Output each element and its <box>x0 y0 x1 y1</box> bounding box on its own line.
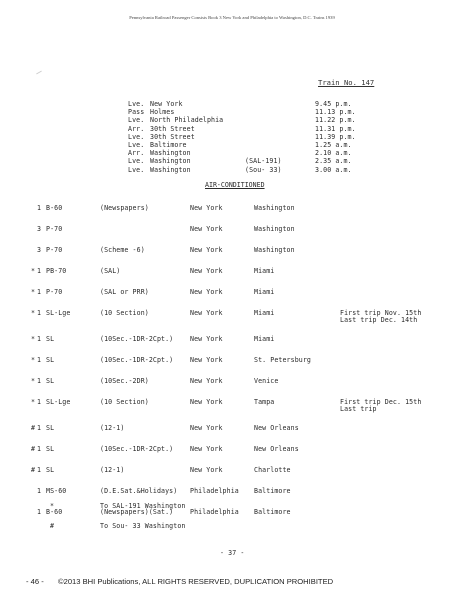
car-mark: # <box>31 424 36 432</box>
schedule-action: Lve. <box>128 165 145 174</box>
car-qty: 1 <box>37 377 42 385</box>
car-description: (10Sec.-1DR-2Cpt.) <box>100 335 174 343</box>
car-mark: * <box>31 377 36 385</box>
schedule-time: 11.39 p.m. <box>315 132 356 141</box>
car-description: (10Sec.-1DR-2Cpt.) <box>100 356 174 364</box>
schedule-station: 30th Street <box>150 124 195 133</box>
consist-row <box>0 335 464 356</box>
schedule-note: (SAL-191) <box>245 157 282 166</box>
car-type: SL <box>46 466 55 474</box>
consist-row <box>0 445 464 466</box>
running-header: Pennsylvania Railroad Passenger Consists Book 3 New York and Philadelphia to Washington, D.C. Trains 1939 <box>129 15 335 20</box>
car-qty: 1 <box>37 335 42 343</box>
copyright-notice: ©2013 BHI Publications, ALL RIGHTS RESERVED, DUPLICATION PROHIBITED <box>58 577 334 586</box>
car-from: Philadelphia <box>190 487 239 495</box>
car-qty: 1 <box>37 398 42 406</box>
car-from: New York <box>190 309 223 317</box>
car-from: New York <box>190 445 223 453</box>
train-number-title: Train No. 147 <box>318 78 375 87</box>
schedule-station: Baltimore <box>150 140 187 149</box>
car-description: (Scheme -6) <box>100 246 145 254</box>
car-to: Miami <box>254 309 275 317</box>
page-number: - 37 - <box>220 549 245 557</box>
car-remark: First trip Nov. 15th <box>340 309 422 317</box>
schedule-note: (Sou- 33) <box>245 165 282 174</box>
schedule-row <box>0 108 464 116</box>
scan-mark <box>36 71 42 75</box>
car-from: New York <box>190 225 223 233</box>
schedule-time: 3.00 a.m. <box>315 165 352 174</box>
car-mark: * <box>31 288 36 296</box>
car-from: New York <box>190 335 223 343</box>
schedule-station: Washington <box>150 149 191 158</box>
schedule-time: 11.22 p.m. <box>315 116 356 125</box>
footnote <box>0 522 464 542</box>
car-to: New Orleans <box>254 445 299 453</box>
schedule-action: Lve. <box>128 132 145 141</box>
car-qty: 1 <box>37 487 42 495</box>
schedule-station: 30th Street <box>150 132 195 141</box>
car-qty: 1 <box>37 204 42 212</box>
schedule-row <box>0 166 464 174</box>
car-to: St. Petersburg <box>254 356 311 364</box>
schedule-time: 2.10 a.m. <box>315 149 352 158</box>
consist-row <box>0 466 464 487</box>
consist-row <box>0 309 464 335</box>
schedule-table <box>0 100 464 174</box>
car-qty: 3 <box>37 246 42 254</box>
car-to: New Orleans <box>254 424 299 432</box>
car-type: SL <box>46 445 55 453</box>
car-description: (SAL) <box>100 267 121 275</box>
car-from: New York <box>190 267 223 275</box>
car-description: (12-1) <box>100 424 125 432</box>
schedule-station: New York <box>150 100 183 108</box>
car-qty: 3 <box>37 225 42 233</box>
air-conditioned-heading: AIR-CONDITIONED <box>205 181 265 189</box>
consist-table <box>0 204 464 529</box>
footnote-text: To Sou- 33 Washington <box>100 522 186 530</box>
car-qty: 1 <box>37 508 42 516</box>
car-to: Washington <box>254 246 295 254</box>
car-from: New York <box>190 288 223 296</box>
schedule-action: Pass <box>128 108 145 117</box>
car-to: Charlotte <box>254 466 291 474</box>
car-to: Venice <box>254 377 279 385</box>
schedule-action: Lve. <box>128 157 145 166</box>
consist-row <box>0 398 464 424</box>
car-type: SL-Lge <box>46 398 71 406</box>
car-remark: Last trip Dec. 14th <box>340 316 418 324</box>
car-qty: 1 <box>37 267 42 275</box>
consist-row <box>0 356 464 377</box>
car-to: Tampa <box>254 398 275 406</box>
schedule-row <box>0 157 464 165</box>
schedule-time: 11.31 p.m. <box>315 124 356 133</box>
car-qty: 1 <box>37 309 42 317</box>
schedule-station: North Philadelphia <box>150 116 224 125</box>
schedule-action: Lve. <box>128 100 145 108</box>
schedule-station: Washington <box>150 157 191 166</box>
schedule-time: 1.25 a.m. <box>315 140 352 149</box>
car-type: P-70 <box>46 246 63 254</box>
schedule-row <box>0 116 464 124</box>
car-type: B-60 <box>46 508 63 516</box>
schedule-action: Lve. <box>128 140 145 149</box>
schedule-row <box>0 133 464 141</box>
car-from: New York <box>190 377 223 385</box>
car-from: New York <box>190 466 223 474</box>
car-type: SL <box>46 356 55 364</box>
footnotes <box>0 502 464 542</box>
schedule-action: Arr. <box>128 124 145 133</box>
footnote-text: To SAL-191 Washington <box>100 502 186 510</box>
footnote <box>0 502 464 522</box>
footnote-symbol: # <box>50 522 55 530</box>
car-to: Baltimore <box>254 487 291 495</box>
car-from: Philadelphia <box>190 508 239 516</box>
consist-row <box>0 288 464 309</box>
schedule-time: 9.45 p.m. <box>315 100 352 108</box>
schedule-time: 11.13 p.m. <box>315 108 356 117</box>
car-to: Miami <box>254 335 275 343</box>
car-type: P-70 <box>46 225 63 233</box>
car-type: SL <box>46 377 55 385</box>
car-to: Washington <box>254 204 295 212</box>
car-type: SL-Lge <box>46 309 71 317</box>
consist-row <box>0 225 464 246</box>
car-type: SL <box>46 335 55 343</box>
schedule-action: Lve. <box>128 116 145 125</box>
consist-row <box>0 377 464 398</box>
car-type: P-70 <box>46 288 63 296</box>
schedule-time: 2.35 a.m. <box>315 157 352 166</box>
footnote-symbol: * <box>50 502 55 510</box>
car-description: (10Sec.-1DR-2Cpt.) <box>100 445 174 453</box>
car-from: New York <box>190 398 223 406</box>
car-to: Miami <box>254 288 275 296</box>
car-description: (Newspapers)(Sat.) <box>100 508 174 516</box>
car-qty: 1 <box>37 356 42 364</box>
consist-row <box>0 204 464 225</box>
consist-row <box>0 246 464 267</box>
schedule-row <box>0 141 464 149</box>
car-to: Washington <box>254 225 295 233</box>
schedule-action: Arr. <box>128 149 145 158</box>
car-from: New York <box>190 246 223 254</box>
car-qty: 1 <box>37 466 42 474</box>
car-description: (D.E.Sat.&Holidays) <box>100 487 178 495</box>
car-from: New York <box>190 424 223 432</box>
car-type: B-60 <box>46 204 63 212</box>
car-description: (SAL or PRR) <box>100 288 149 296</box>
consist-row <box>0 424 464 445</box>
car-description: (10Sec.-2DR) <box>100 377 149 385</box>
car-qty: 1 <box>37 424 42 432</box>
car-qty: 1 <box>37 445 42 453</box>
car-from: New York <box>190 356 223 364</box>
car-mark: # <box>31 466 36 474</box>
car-from: New York <box>190 204 223 212</box>
car-mark: * <box>31 356 36 364</box>
schedule-row <box>0 149 464 157</box>
car-remark: First trip Dec. 15th <box>340 398 422 406</box>
car-qty: 1 <box>37 288 42 296</box>
schedule-row <box>0 100 464 108</box>
car-mark: * <box>31 267 36 275</box>
car-type: SL <box>46 424 55 432</box>
schedule-station: Washington <box>150 165 191 174</box>
car-mark: * <box>31 309 36 317</box>
car-mark: * <box>31 398 36 406</box>
car-to: Miami <box>254 267 275 275</box>
footer-page-number: - 46 - <box>26 577 44 586</box>
car-description: (10 Section) <box>100 398 149 406</box>
car-to: Baltimore <box>254 508 291 516</box>
schedule-row <box>0 125 464 133</box>
car-description: (12-1) <box>100 466 125 474</box>
car-type: MS-60 <box>46 487 67 495</box>
consist-row <box>0 267 464 288</box>
car-remark: Last trip <box>340 405 377 413</box>
car-mark: # <box>31 445 36 453</box>
schedule-station: Holmes <box>150 108 175 117</box>
car-mark: * <box>31 335 36 343</box>
car-description: (10 Section) <box>100 309 149 317</box>
car-description: (Newspapers) <box>100 204 149 212</box>
car-type: PB-70 <box>46 267 67 275</box>
